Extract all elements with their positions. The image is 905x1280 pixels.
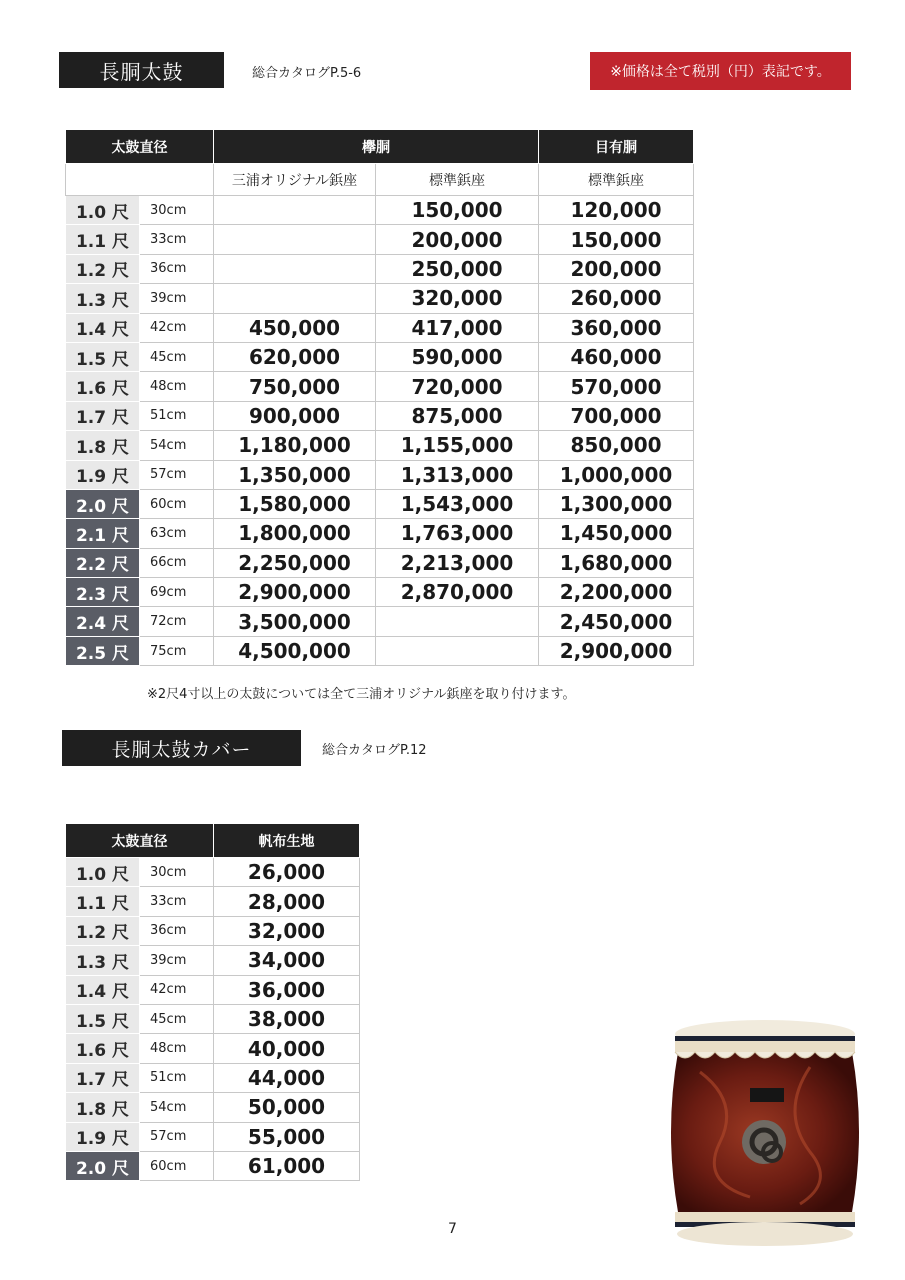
price-keyaki-original: 1,180,000 [214,431,376,460]
table-row [66,858,360,887]
price-keyaki-original: 1,580,000 [214,489,376,518]
price-keyaki-original: 4,500,000 [214,636,376,665]
table-row [66,548,694,577]
table-row [66,636,694,665]
price-canvas-cover: 50,000 [214,1093,360,1122]
size-cm: 39cm [140,284,214,313]
section-title-nagado-taiko: 長胴太鼓 [59,52,224,88]
price-meari-standard: 1,000,000 [539,460,694,489]
size-shaku: 1.8 尺 [66,431,140,460]
price-keyaki-standard: 320,000 [376,284,539,313]
subheader-original-byoza: 三浦オリジナル鋲座 [214,164,376,196]
size-shaku: 1.3 尺 [66,284,140,313]
price-canvas-cover: 34,000 [214,946,360,975]
price-canvas-cover: 40,000 [214,1034,360,1063]
size-shaku: 2.0 尺 [66,1151,140,1180]
size-cm: 60cm [140,489,214,518]
price-meari-standard: 2,450,000 [539,607,694,636]
size-cm: 51cm [140,1063,214,1092]
price-keyaki-standard: 2,213,000 [376,548,539,577]
price-canvas-cover: 44,000 [214,1063,360,1092]
price-keyaki-standard: 200,000 [376,225,539,254]
size-cm: 48cm [140,372,214,401]
size-cm: 39cm [140,946,214,975]
price-meari-standard: 700,000 [539,401,694,430]
table-row [66,401,694,430]
price-meari-standard: 1,680,000 [539,548,694,577]
size-shaku: 1.7 尺 [66,1063,140,1092]
size-shaku: 1.2 尺 [66,916,140,945]
size-shaku: 1.9 尺 [66,1122,140,1151]
table-row [66,1034,360,1063]
price-meari-standard: 2,900,000 [539,636,694,665]
size-shaku: 1.9 尺 [66,460,140,489]
table-row [66,225,694,254]
price-keyaki-standard: 875,000 [376,401,539,430]
table-row [66,313,694,342]
tax-note-badge: ※価格は全て税別（円）表記です。 [590,52,851,90]
price-keyaki-standard: 1,313,000 [376,460,539,489]
header-keyaki: 欅胴 [214,130,539,164]
size-shaku: 2.2 尺 [66,548,140,577]
size-shaku: 1.5 尺 [66,1004,140,1033]
table-row [66,519,694,548]
size-cm: 66cm [140,548,214,577]
size-cm: 36cm [140,916,214,945]
price-canvas-cover: 36,000 [214,975,360,1004]
price-keyaki-original: 1,350,000 [214,460,376,489]
price-keyaki-standard [376,607,539,636]
table-row [66,1093,360,1122]
size-cm: 57cm [140,460,214,489]
table-row [66,1151,360,1180]
table-row [66,372,694,401]
table-row [66,1063,360,1092]
price-canvas-cover: 55,000 [214,1122,360,1151]
price-keyaki-standard: 1,155,000 [376,431,539,460]
cover-header-canvas: 帆布生地 [214,824,360,858]
taiko-drum-photo-icon [660,1012,870,1252]
catalog-reference-cover: 総合カタログP.12 [322,743,427,758]
price-keyaki-original [214,225,376,254]
size-cm: 60cm [140,1151,214,1180]
price-keyaki-original: 2,250,000 [214,548,376,577]
section-title-taiko-cover: 長胴太鼓カバー [62,730,301,766]
table-row [66,975,360,1004]
table-row [66,1004,360,1033]
table-row [66,284,694,313]
table-row [66,916,360,945]
size-shaku: 1.4 尺 [66,313,140,342]
price-keyaki-standard: 150,000 [376,196,539,225]
size-cm: 69cm [140,578,214,607]
price-keyaki-original: 620,000 [214,342,376,371]
price-keyaki-original [214,284,376,313]
price-keyaki-standard: 417,000 [376,313,539,342]
table-row [66,946,360,975]
table-row [66,342,694,371]
price-keyaki-standard: 720,000 [376,372,539,401]
size-shaku: 1.6 尺 [66,1034,140,1063]
table-row [66,1122,360,1151]
size-cm: 48cm [140,1034,214,1063]
table-row [66,254,694,283]
table-row [66,578,694,607]
size-shaku: 1.7 尺 [66,401,140,430]
price-keyaki-standard [376,636,539,665]
price-meari-standard: 200,000 [539,254,694,283]
size-shaku: 1.3 尺 [66,946,140,975]
size-shaku: 1.0 尺 [66,196,140,225]
header-meari: 目有胴 [539,130,694,164]
price-canvas-cover: 28,000 [214,887,360,916]
price-canvas-cover: 38,000 [214,1004,360,1033]
size-shaku: 1.8 尺 [66,1093,140,1122]
price-keyaki-standard: 2,870,000 [376,578,539,607]
size-shaku: 1.1 尺 [66,887,140,916]
size-shaku: 1.5 尺 [66,342,140,371]
price-keyaki-standard: 1,763,000 [376,519,539,548]
price-keyaki-original [214,254,376,283]
size-cm: 45cm [140,1004,214,1033]
price-meari-standard: 2,200,000 [539,578,694,607]
cover-header-diameter: 太鼓直径 [66,824,214,858]
size-shaku: 1.0 尺 [66,858,140,887]
size-shaku: 1.2 尺 [66,254,140,283]
price-keyaki-original [214,196,376,225]
price-keyaki-original: 450,000 [214,313,376,342]
size-cm: 42cm [140,975,214,1004]
table-row [66,431,694,460]
price-meari-standard: 570,000 [539,372,694,401]
size-shaku: 2.4 尺 [66,607,140,636]
price-keyaki-original: 2,900,000 [214,578,376,607]
size-cm: 72cm [140,607,214,636]
price-keyaki-original: 1,800,000 [214,519,376,548]
size-shaku: 1.1 尺 [66,225,140,254]
price-meari-standard: 150,000 [539,225,694,254]
price-keyaki-original: 750,000 [214,372,376,401]
price-keyaki-standard: 590,000 [376,342,539,371]
size-cm: 42cm [140,313,214,342]
size-shaku: 2.3 尺 [66,578,140,607]
subheader-standard-byoza-keyaki: 標準鋲座 [376,164,539,196]
price-meari-standard: 360,000 [539,313,694,342]
size-cm: 30cm [140,858,214,887]
size-cm: 54cm [140,431,214,460]
price-keyaki-standard: 250,000 [376,254,539,283]
size-cm: 63cm [140,519,214,548]
size-cm: 33cm [140,887,214,916]
table-row [66,887,360,916]
price-meari-standard: 460,000 [539,342,694,371]
price-meari-standard: 1,300,000 [539,489,694,518]
size-cm: 33cm [140,225,214,254]
taiko-cover-price-table [65,823,360,1181]
nagado-taiko-price-table [65,129,694,666]
size-shaku: 1.4 尺 [66,975,140,1004]
size-cm: 57cm [140,1122,214,1151]
size-cm: 36cm [140,254,214,283]
price-meari-standard: 260,000 [539,284,694,313]
price-canvas-cover: 32,000 [214,916,360,945]
subheader-empty [66,164,214,196]
price-meari-standard: 850,000 [539,431,694,460]
footnote: ※2尺4寸以上の太鼓については全て三浦オリジナル鋲座を取り付けます。 [147,687,576,702]
table-row [66,460,694,489]
size-shaku: 2.1 尺 [66,519,140,548]
price-keyaki-original: 900,000 [214,401,376,430]
price-canvas-cover: 61,000 [214,1151,360,1180]
size-shaku: 2.0 尺 [66,489,140,518]
price-meari-standard: 120,000 [539,196,694,225]
size-shaku: 1.6 尺 [66,372,140,401]
size-cm: 45cm [140,342,214,371]
size-cm: 30cm [140,196,214,225]
price-keyaki-standard: 1,543,000 [376,489,539,518]
page-number: 7 [448,1221,457,1237]
price-canvas-cover: 26,000 [214,858,360,887]
catalog-reference: 総合カタログP.5-6 [252,66,362,81]
table-row [66,489,694,518]
table-row [66,607,694,636]
size-shaku: 2.5 尺 [66,636,140,665]
size-cm: 51cm [140,401,214,430]
size-cm: 54cm [140,1093,214,1122]
price-meari-standard: 1,450,000 [539,519,694,548]
size-cm: 75cm [140,636,214,665]
price-keyaki-original: 3,500,000 [214,607,376,636]
header-diameter: 太鼓直径 [66,130,214,164]
subheader-standard-byoza-meari: 標準鋲座 [539,164,694,196]
table-row [66,196,694,225]
